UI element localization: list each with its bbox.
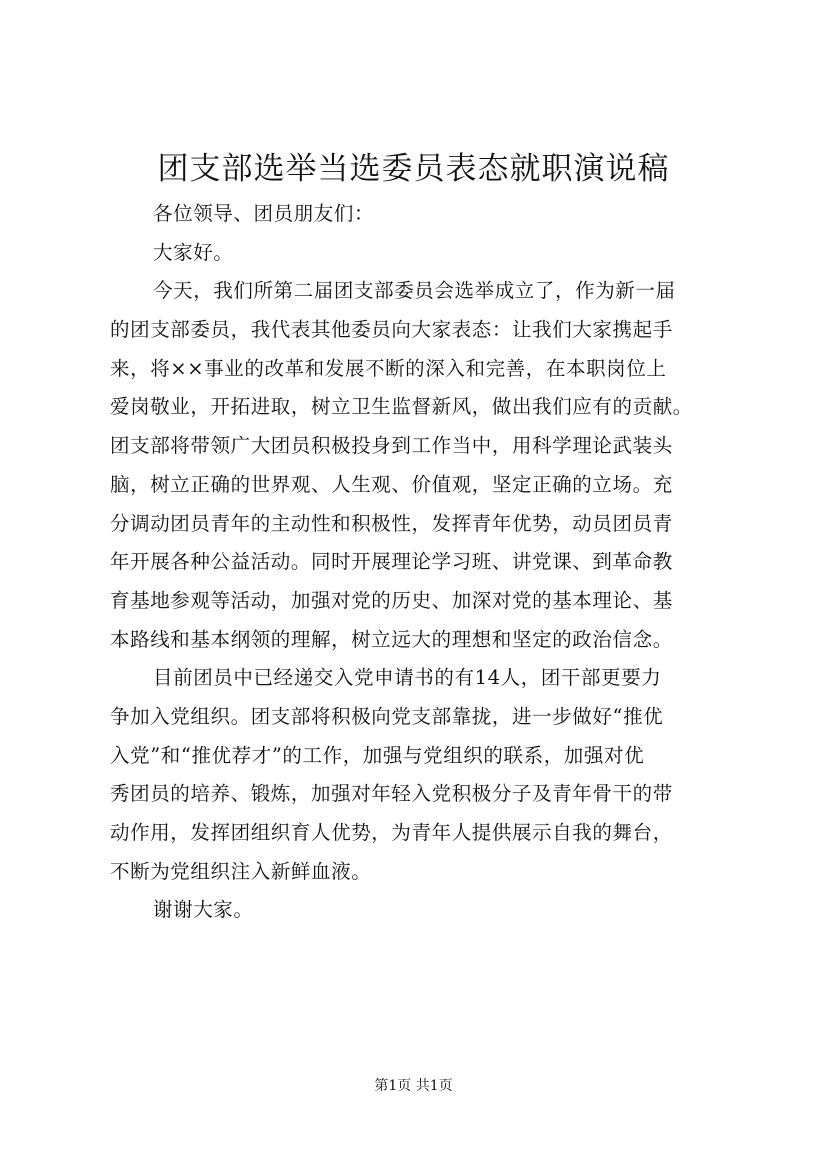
paragraph-line: 入党”和“推优荐才”的工作，加强与党组织的联系，加强对优 — [110, 743, 645, 767]
paragraph-line: 目前团员中已经递交入党申请书的有14人，团干部更要力 — [153, 666, 662, 690]
paragraph-line: 年开展各种公益活动。同时开展理论学习班、讲党课、到革命教 — [110, 550, 673, 574]
paragraph-line: 团支部将带领广大团员积极投身到工作当中，用科学理论武装头 — [110, 434, 673, 458]
paragraph-line: 来，将××事业的改革和发展不断的深入和完善，在本职岗位上 — [110, 356, 667, 380]
salutation-line: 大家好。 — [153, 240, 234, 264]
greeting-line: 各位领导、团员朋友们： — [153, 202, 375, 225]
paragraph-line: 育基地参观等活动，加强对党的历史、加深对党的基本理论、基 — [110, 588, 673, 612]
page-number-footer: 第1页 共1页 — [374, 1078, 453, 1094]
document-body — [110, 195, 750, 930]
paragraph-line: 脑，树立正确的世界观、人生观、价值观，坚定正确的立场。充 — [110, 472, 673, 496]
paragraph-line: 争加入党组织。团支部将积极向党支部靠拢，进一步做好“推优 — [110, 704, 664, 728]
paragraph-line: 不断为党组织注入新鲜血液。 — [110, 859, 372, 883]
paragraph-line: 的团支部委员，我代表其他委员向大家表态：让我们大家携起手 — [110, 318, 673, 342]
closing-line: 谢谢大家。 — [153, 898, 254, 922]
document-title: 团支部选举当选委员表态就职演说稿 — [157, 151, 670, 187]
paragraph-line: 分调动团员青年的主动性和积极性，发挥青年优势，动员团员青 — [110, 511, 673, 535]
paragraph-1 — [110, 272, 750, 659]
paragraph-line: 动作用，发挥团组织育人优势，为青年人提供展示自我的舞台， — [110, 821, 673, 844]
paragraph-line: 今天，我们所第二届团支部委员会选举成立了，作为新一届 — [153, 279, 676, 303]
paragraph-2 — [110, 659, 750, 891]
paragraph-line: 本路线和基本纲领的理解，树立远大的理想和坚定的政治信念。 — [110, 627, 673, 651]
paragraph-line: 秀团员的培养、锻炼，加强对年轻入党积极分子及青年骨干的带 — [110, 782, 673, 806]
paragraph-line: 爱岗敬业，开拓进取，树立卫生监督新风，做出我们应有的贡献。 — [110, 395, 693, 419]
